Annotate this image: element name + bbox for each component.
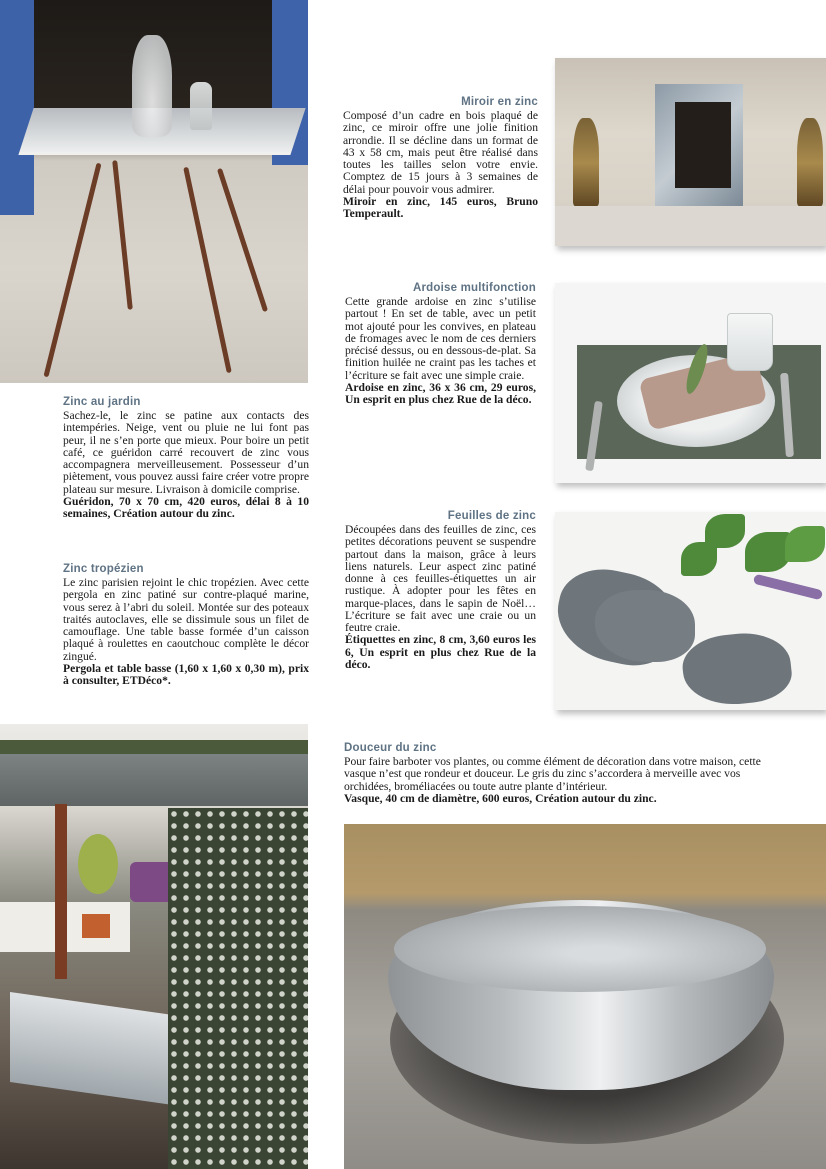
article-ardoise (345, 282, 536, 406)
article-title: Ardoise multifonction (412, 282, 536, 294)
blue-door-left (0, 0, 34, 215)
oil-lamp (573, 118, 599, 208)
article-jardin (63, 396, 309, 520)
article-feuilles (345, 510, 536, 671)
table-leg (183, 167, 232, 373)
article-credit: Ardoise en zinc, 36 x 36 cm, 29 euros, Un esprit en plus chez Rue de la déco. (345, 380, 536, 406)
carafe (132, 35, 172, 137)
zinc-leaf-tag (680, 629, 795, 710)
article-body: Cette grande ardoise en zinc s’utilise partout ! En set de table, avec un petit mot ajouté pour les convives, en plateau de fromages avec le nom de ces derniers précisé dessus, ou en dessous-de-plat. Sa finition huilée ne craint pas les taches et l’écriture se fait avec une simple craie. (345, 295, 536, 382)
article-body: Pour faire barboter vos plantes, ou comme élément de décoration dans votre maison, cette vasque n’est que rondeur et douceur. Le gris du zinc s’accordera à merveille avec vos orchidées, broméliacées ou toute autre plante d’intérieur. (344, 755, 761, 793)
zinc-pergola-beam (0, 754, 308, 806)
potted-tree (78, 834, 118, 894)
zinc-leaf-tag (595, 590, 695, 662)
ivy-leaf (681, 542, 717, 576)
article-credit: Vasque, 40 cm de diamètre, 600 euros, Création autour du zinc. (344, 791, 657, 805)
article-miroir (343, 96, 538, 220)
article-body: Découpées dans des feuilles de zinc, ces petites décorations peuvent se suspendre partout dans la maison, grâce à leurs liens naturels. Leur aspect zinc patiné donne à ces feuilles-étiquettes un air rustique. À adopter pour les fêtes en marque-places, dans le sapin de Noël… L’écriture se fait avec une craie ou un feutre craie. (345, 523, 536, 634)
article-title: Feuilles de zinc (447, 510, 536, 522)
ivy-leaf (785, 526, 825, 562)
article-title: Miroir en zinc (461, 96, 538, 108)
article-douceur (344, 742, 782, 805)
wooden-post (55, 804, 67, 979)
terracotta-pot (82, 914, 110, 938)
article-title: Zinc tropézien (63, 563, 144, 575)
photo-zinc-mirror (555, 58, 826, 246)
photo-zinc-basin (344, 824, 826, 1169)
article-credit: Guéridon, 70 x 70 cm, 420 euros, délai 8 à 10 semaines, Création autour du zinc. (63, 494, 309, 520)
table-leg (217, 168, 268, 312)
article-title: Zinc au jardin (63, 396, 141, 408)
article-body: Sachez-le, le zinc se patine aux contacts des intempéries. Neige, vent ou pluie ne lui font pas peur, il ne s’en porte que mieux. Pour boire un petit café, ce guéridon carré recouvert de zinc vous accompagnera merveilleusement. Possesseur d’un piètement, vous pouvez aussi faire créer votre propre plateau sur mesure. Livraison à domicile comprise. (63, 409, 309, 496)
wine-glass (190, 82, 212, 130)
photo-slate-placemat (555, 283, 826, 483)
oil-lamp (797, 118, 823, 208)
article-credit: Miroir en zinc, 145 euros, Bruno Temperault. (343, 194, 538, 220)
article-body: Le zinc parisien rejoint le chic tropézien. Avec cette pergola en zinc patiné sur contre-plaqué marine, vous serez à l’abri du soleil. Montée sur des poteaux traités autoclaves, elle se dissimule sous un filet de camouflage. Une table basse formée d’un caisson plaqué à roulettes en caoutchouc complète le décor zingué. (63, 576, 309, 663)
photo-zinc-leaves (555, 512, 826, 710)
lavender-sprig (753, 574, 823, 601)
photo-garden-table (0, 0, 308, 383)
table-leg (43, 163, 101, 378)
article-title: Douceur du zinc (344, 742, 437, 754)
camouflage-net (168, 808, 308, 1169)
mantel-shelf (555, 206, 826, 246)
zinc-low-table (10, 992, 180, 1106)
photo-zinc-pergola (0, 724, 308, 1169)
article-body: Composé d’un cadre en bois plaqué de zinc, ce miroir offre une jolie finition arrondie. Il se décline dans un format de 43 x 58 cm, mais peut être réalisé dans toutes les tailles selon votre envie. Comptez de 15 jours à 3 semaines de délai pour pouvoir vous admirer. (343, 109, 538, 196)
table-leg (112, 160, 133, 310)
mirror-glass (675, 102, 731, 188)
article-credit: Pergola et table basse (1,60 x 1,60 x 0,30 m), prix à consulter, ETDéco*. (63, 661, 309, 687)
article-tropezien (63, 563, 309, 687)
water-glass (727, 313, 773, 371)
basin-interior (394, 906, 766, 992)
article-credit: Étiquettes en zinc, 8 cm, 3,60 euros les 6, Un esprit en plus chez Rue de la déco. (345, 633, 536, 671)
